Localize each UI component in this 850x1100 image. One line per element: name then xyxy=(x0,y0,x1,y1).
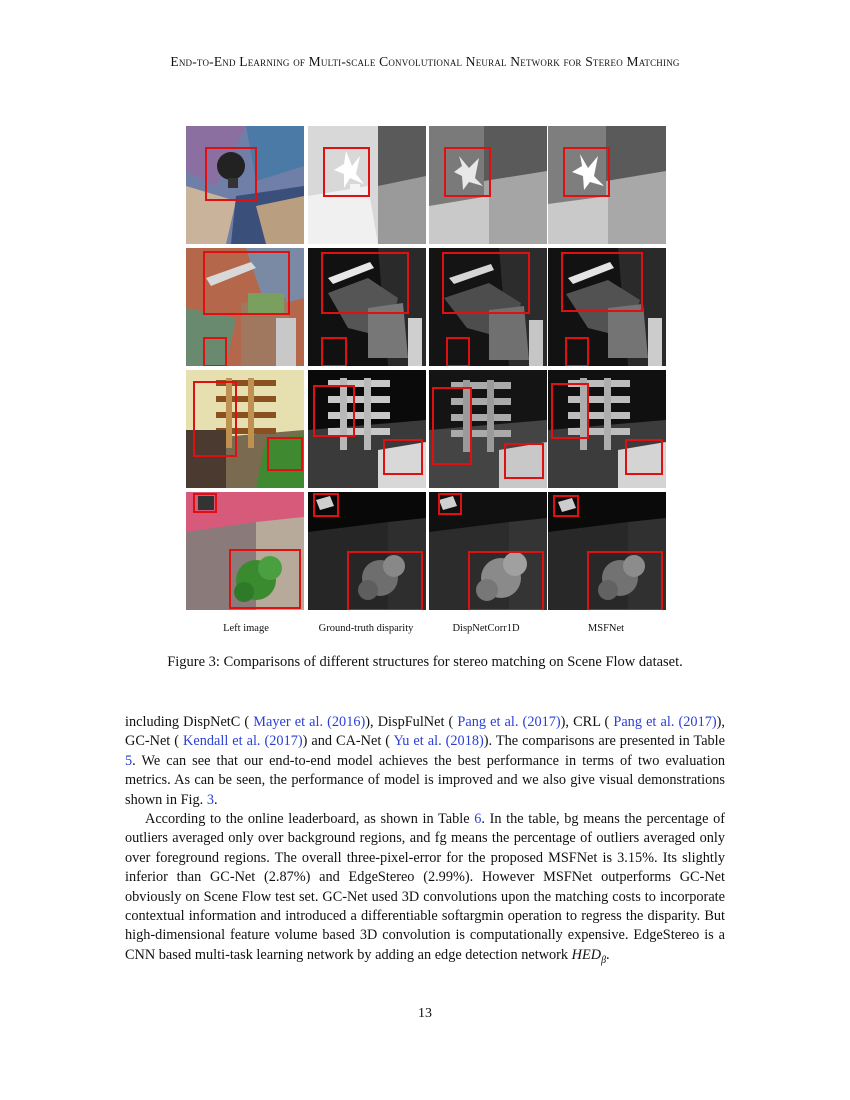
math-hed: HED xyxy=(571,946,602,963)
text-run: According to the online leaderboard, as shown in Table xyxy=(145,811,475,828)
text-run: ) and CA-Net ( xyxy=(302,733,394,750)
table-ref-link[interactable]: 5 xyxy=(125,752,133,769)
col-label-ground-truth: Ground-truth disparity xyxy=(318,623,414,634)
figure-ref-link[interactable]: 3 xyxy=(206,791,214,808)
figure-column-labels xyxy=(186,623,666,639)
page-number: 13 xyxy=(418,1006,432,1021)
text-run: ), GC-Net ( xyxy=(125,714,725,750)
col-label-msfnet: MSFNet xyxy=(587,623,625,634)
citation-link[interactable]: Yu et al. (2018) xyxy=(393,733,484,750)
col-label-dispnetcorr1d: DispNetCorr1D xyxy=(452,623,520,634)
text-run: . We can see that our end-to-end model achieves the best performance in terms of two evaluation metrics. As can be seen, the performance of model is improved and we also give visual demonstrations shown in Fig. xyxy=(125,752,725,808)
row1-left-image xyxy=(186,126,304,244)
table-ref-link[interactable]: 6 xyxy=(474,811,482,828)
text-run: . In the table, bg means the percentage of outliers averaged only over background regions, and fg means the percentage of outliers averaged only over foreground regions. The overall three-pixel-error for the proposed MSFNet is 3.15%. Its slightly inferior than GC-Net (2.87%) and EdgeStereo (2.99%). However MSFNet outperforms GC-Net obviously on Scene Flow test set. GC-Net used 3D convolutions upon the matching costs to incorporate contextual information and introduced a differentiable softargmin operation to regress the disparity. But high-dimensional feature volume based 3D convolution is computationally expensive. EdgeStereo is a CNN based multi-task learning network by adding an edge detection network xyxy=(125,811,725,963)
figure-caption: Figure 3: Comparisons of different structures for stereo matching on Scene Flow dataset. xyxy=(167,654,683,670)
text-run: ), CRL ( xyxy=(560,714,614,730)
row2-msfnet xyxy=(548,248,666,366)
paragraph-2 xyxy=(125,810,725,970)
row3-msfnet xyxy=(548,370,666,488)
row1-ground-truth xyxy=(308,126,426,244)
row1-dispnetcorr1d xyxy=(429,126,547,244)
row4-ground-truth xyxy=(308,492,426,610)
row2-ground-truth xyxy=(308,248,426,366)
text-run: including DispNetC ( xyxy=(125,714,254,730)
text-run: ). The comparisons are presented in Table xyxy=(483,733,726,750)
paragraph-1 xyxy=(125,713,725,810)
text-run: ), DispFulNet ( xyxy=(365,714,458,730)
row1-msfnet xyxy=(548,126,666,244)
running-header: End-to-End Learning of Multi-scale Convolutional Neural Network for Stereo Matching xyxy=(170,54,680,69)
row4-dispnetcorr1d xyxy=(429,492,547,610)
figure-3-grid xyxy=(186,126,666,618)
citation-link[interactable]: Pang et al. (2017) xyxy=(613,714,717,730)
body-text xyxy=(125,713,725,970)
math-subscript: β xyxy=(601,954,607,966)
citation-link[interactable]: Mayer et al. (2016) xyxy=(253,714,366,730)
text-run: . xyxy=(606,946,610,963)
row2-left-image xyxy=(186,248,304,366)
col-label-left-image: Left image xyxy=(223,623,269,634)
row2-dispnetcorr1d xyxy=(429,248,547,366)
row3-left-image xyxy=(186,370,304,488)
citation-link[interactable]: Pang et al. (2017) xyxy=(457,714,561,730)
row4-msfnet xyxy=(548,492,666,610)
row4-left-image xyxy=(186,492,304,610)
text-run: . xyxy=(213,791,218,808)
citation-link[interactable]: Kendall et al. (2017) xyxy=(183,733,303,750)
row3-dispnetcorr1d xyxy=(429,370,547,488)
row3-ground-truth xyxy=(308,370,426,488)
